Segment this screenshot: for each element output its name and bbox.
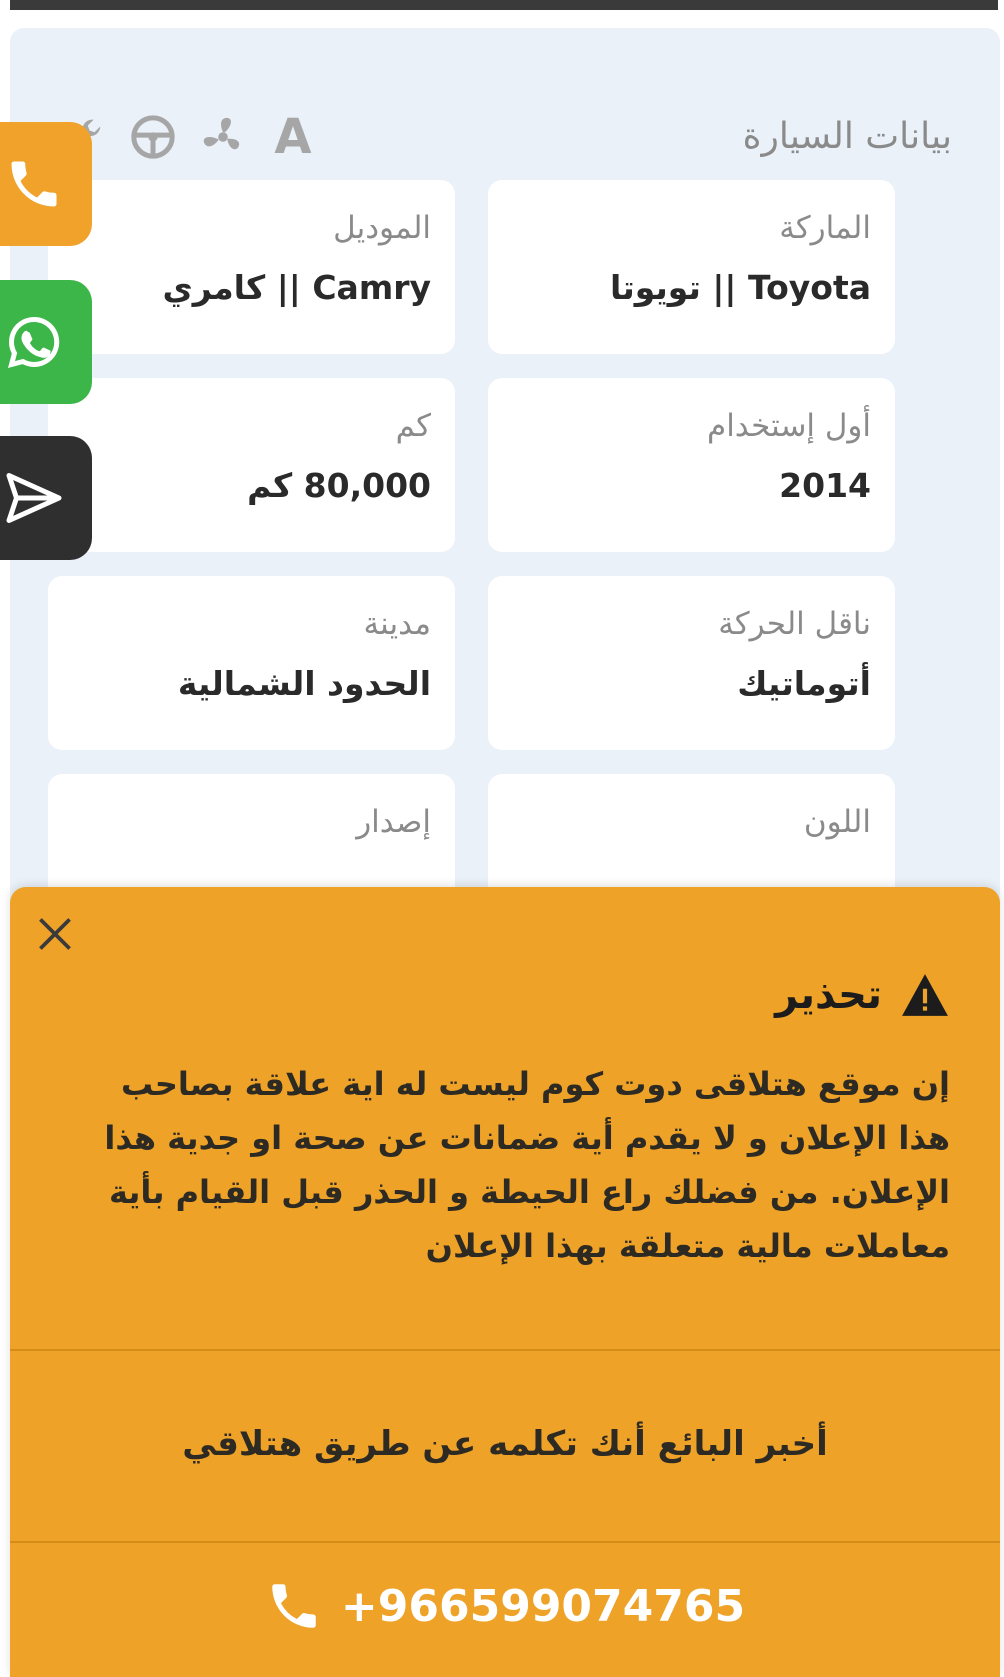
spec-value: أتوماتيك (737, 664, 871, 703)
spec-card-mileage (48, 378, 455, 552)
divider (10, 1541, 1000, 1543)
close-icon (30, 909, 80, 959)
spec-value: Toyota || تويوتا (609, 268, 871, 307)
spec-card-brand (488, 180, 895, 354)
spec-card-city (48, 576, 455, 750)
share-button[interactable] (0, 436, 92, 560)
call-button[interactable] (0, 122, 92, 246)
fan-icon (198, 112, 248, 162)
transmission-a-icon: A (274, 109, 312, 165)
spec-label: ناقل الحركة (718, 606, 871, 642)
whatsapp-icon (4, 312, 64, 372)
divider (10, 1349, 1000, 1351)
spec-label: كم (395, 408, 431, 444)
spec-label: مدينة (363, 606, 431, 642)
call-phone-button[interactable] (10, 1577, 1000, 1635)
tell-seller-text: أخبر البائع أنك تكلمه عن طريق هتلاقي (182, 1424, 828, 1464)
steering-wheel-icon (128, 112, 178, 162)
spec-value: Camry || كامري (162, 268, 431, 307)
panel-title: بيانات السيارة (742, 116, 952, 157)
phone-icon (4, 154, 64, 214)
spec-value: 2014 (779, 466, 871, 505)
warning-sheet (10, 887, 1000, 1677)
warning-header (775, 972, 950, 1018)
warning-title: تحذير (775, 972, 882, 1018)
whatsapp-button[interactable] (0, 280, 92, 404)
spec-label: إصدار (356, 804, 431, 840)
send-icon (4, 468, 64, 528)
spec-label: الموديل (333, 210, 431, 246)
spec-icons (58, 109, 318, 165)
spec-card-model (48, 180, 455, 354)
spec-value: الحدود الشمالية (177, 664, 431, 703)
spec-card-first-use (488, 378, 895, 552)
warning-text: إن موقع هتلاقى دوت كوم ليست له اية علاقة بصاحب هذا الإعلان و لا يقدم أية ضمانات عن صحة او جدية هذا الإعلان. من فضلك راع الحيطة و الحذر قبل القيام بأية معاملات مالية متعلقة بهذا الإعلان (104, 1065, 950, 1265)
spec-label: أول إستخدام (707, 408, 871, 444)
close-button[interactable] (30, 909, 80, 959)
spec-label: اللون (803, 804, 871, 840)
phone-icon (265, 1577, 323, 1635)
spec-value: 80,000 كم (247, 466, 431, 505)
phone-number: +966599074765 (340, 1580, 746, 1632)
top-image-strip (10, 0, 998, 10)
spec-label: الماركة (779, 210, 871, 246)
spec-card-transmission (488, 576, 895, 750)
warning-triangle-icon (900, 972, 950, 1018)
